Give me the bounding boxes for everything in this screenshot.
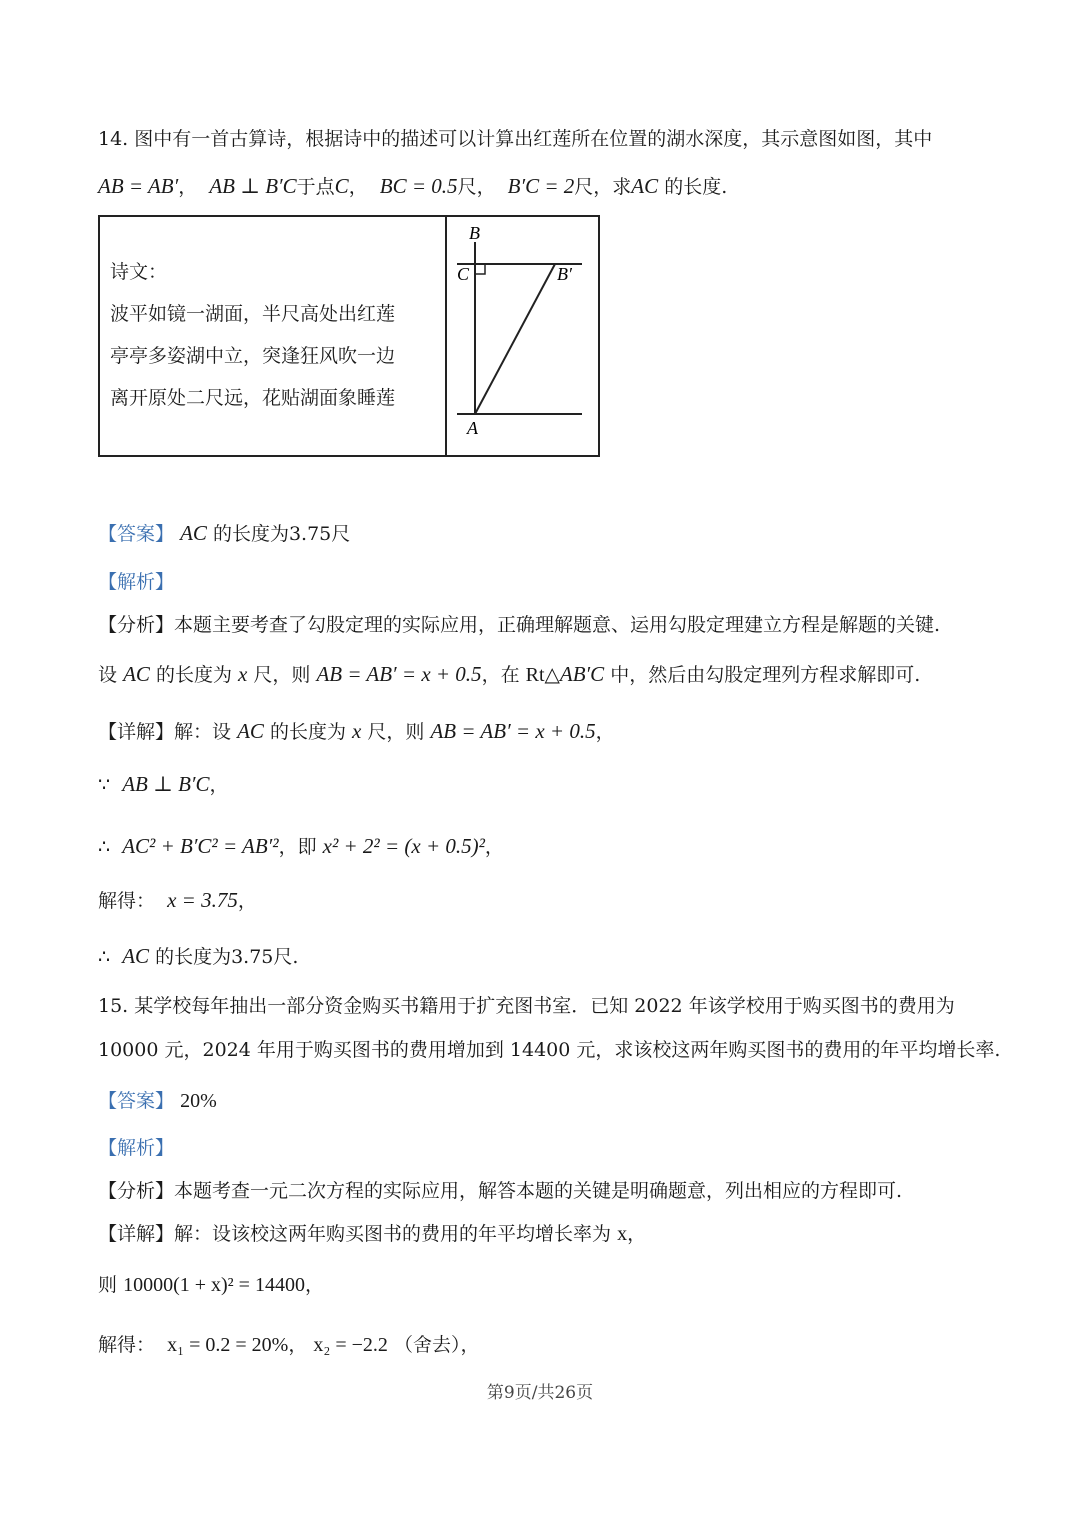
q14-analysis: 【分析】本题主要考查了勾股定理的实际应用，正确理解题意、运用勾股定理建立方程是解题的关键. xyxy=(98,614,941,636)
eq-ab-eq-abp: AB = AB′ xyxy=(98,174,179,198)
q15-analysis-tag: 【解析】 xyxy=(98,1137,175,1159)
poem-table xyxy=(98,215,600,457)
answer-tag: 【答案】 xyxy=(98,1090,175,1112)
label-c: C xyxy=(457,264,470,284)
q14-solve: 解得： x = 3.75， xyxy=(98,888,257,912)
q15-detail: 【详解】解：设该校这两年购买图书的费用的年平均增长率为 x， xyxy=(98,1223,647,1245)
q14-answer: 【答案】 AC 的长度为3.75尺 xyxy=(98,521,351,545)
q14-setup: 设 AC 的长度为 x 尺，则 AB = AB′ = x + 0.5，在 Rt△AB′C 中，然后由勾股定理列方程求解即可. xyxy=(98,662,921,686)
eq-bc: BC = 0.5 xyxy=(379,174,458,198)
q15-analysis: 【分析】本题考查一元二次方程的实际应用，解答本题的关键是明确题意，列出相应的方程即可. xyxy=(98,1180,903,1202)
q15-stem-line1: 15. 某学校每年抽出一部分资金购买书籍用于扩充图书室．已知 2022 年该学校用于购买图书的费用为 xyxy=(98,995,955,1017)
eq-bpc: B′C = 2 xyxy=(507,174,575,198)
label-a: A xyxy=(467,418,478,438)
q15-answer: 【答案】 20% xyxy=(98,1090,217,1112)
poem-line: 亭亭多姿湖中立，突逢狂风吹一边 xyxy=(110,345,396,367)
q14-stem-line1: 14. 图中有一首古算诗，根据诗中的描述可以计算出红莲所在位置的湖水深度，其示意图如图，其中 xyxy=(98,128,933,150)
q14-analysis-tag: 【解析】 xyxy=(98,571,175,593)
q14-detail: 【详解】解：设 AC 的长度为 x 尺，则 AB = AB′ = x + 0.5， xyxy=(98,719,615,743)
answer-tag: 【答案】 xyxy=(98,523,175,545)
eq-ab-perp-bpc: AB ⊥ B′C xyxy=(209,174,297,198)
q14-therefore1: ∴ AC² + B′C² = AB′²，即 x² + 2² = (x + 0.5)²， xyxy=(98,834,504,858)
q14-because: ∵ AB ⊥ B′C， xyxy=(98,772,229,796)
q14-therefore2: ∴ AC 的长度为3.75尺. xyxy=(98,944,299,968)
right-angle-mark xyxy=(475,264,485,274)
q15-then: 则 10000(1 + x)² = 14400， xyxy=(98,1274,324,1296)
label-b: B xyxy=(469,223,480,243)
poem-title: 诗文： xyxy=(110,261,168,283)
q14-stem-line2: AB = AB′， AB ⊥ B′C于点C， BC = 0.5尺， B′C = 2尺，求AC 的长度. xyxy=(98,174,728,198)
page-footer: 第9页/共26页 xyxy=(486,1383,594,1403)
poem-line: 波平如镜一湖面，半尺高处出红莲 xyxy=(110,303,396,325)
poem-line: 离开原处二尺远，花贴湖面象睡莲 xyxy=(110,387,396,409)
label-bp: B′ xyxy=(557,264,572,284)
segment-abp xyxy=(475,264,555,414)
q15-stem-line2: 10000 元，2024 年用于购买图书的费用增加到 14400 元，求该校这两年购买图书的费用的年平均增长率. xyxy=(98,1039,1001,1061)
q15-solve: 解得： x₁ = 0.2 = 20%， x₂ = −2.2 （舍去）， xyxy=(98,1334,480,1356)
lotus-diagram xyxy=(447,217,600,455)
